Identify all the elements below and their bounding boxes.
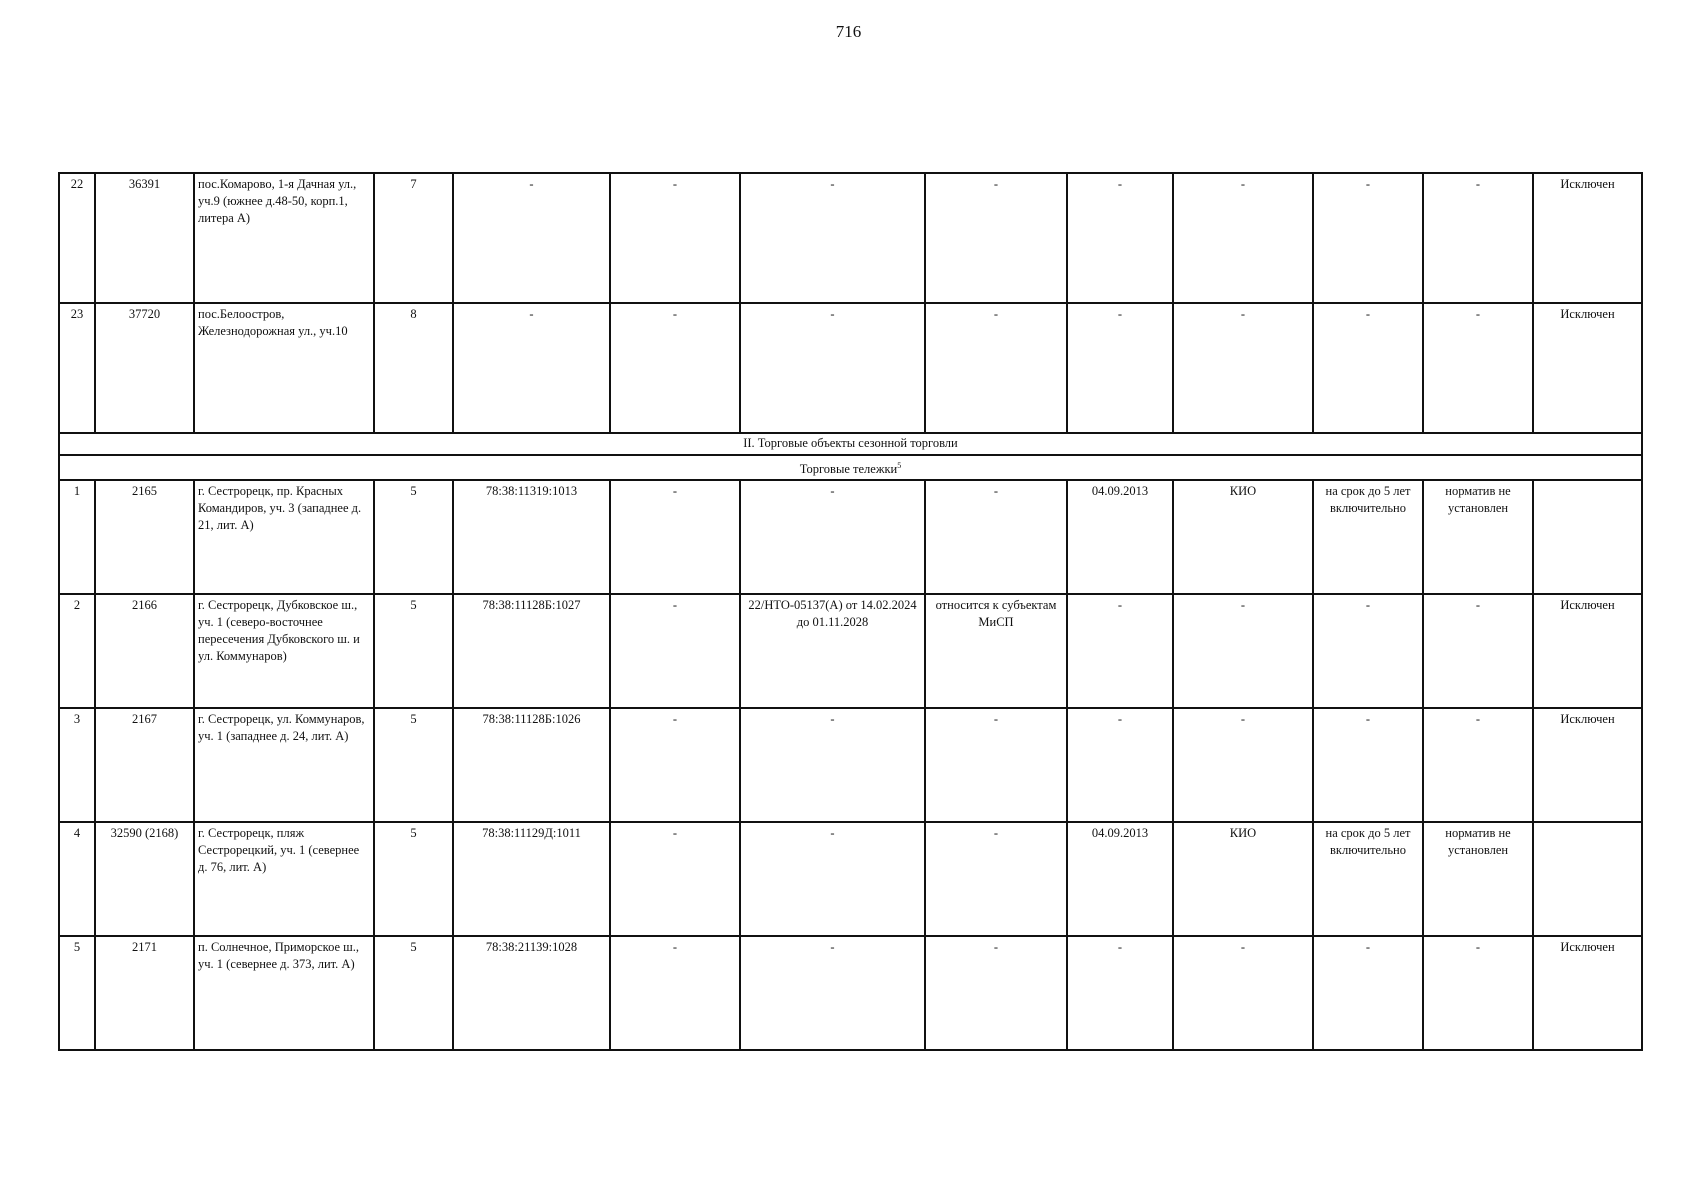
- object-address: г. Сестрорецк, пляж Сестрорецкий, уч. 1 (севернее д. 76, лит. А): [194, 822, 374, 936]
- row-number: 1: [59, 480, 95, 594]
- organization: КИО: [1173, 480, 1313, 594]
- column-6-value: -: [610, 480, 740, 594]
- term: -: [1313, 936, 1423, 1050]
- msp-info: -: [925, 822, 1067, 936]
- object-address: пос.Белоостров, Железнодорожная ул., уч.10: [194, 303, 374, 433]
- object-address: г. Сестрорецк, пр. Красных Командиров, уч. 3 (западнее д. 21, лит. А): [194, 480, 374, 594]
- cadastral-number: -: [453, 303, 610, 433]
- table-row: [59, 173, 1642, 303]
- object-address: г. Сестрорецк, Дубковское ш., уч. 1 (северо-восточнее пересечения Дубковского ш. и ул. Коммунаров): [194, 594, 374, 708]
- object-id: 32590 (2168): [95, 822, 194, 936]
- object-id: 36391: [95, 173, 194, 303]
- table-row: [59, 822, 1642, 936]
- norm: -: [1423, 708, 1533, 822]
- table-row: [59, 708, 1642, 822]
- msp-info: -: [925, 708, 1067, 822]
- contract-info: -: [740, 936, 925, 1050]
- cadastral-number: 78:38:21139:1028: [453, 936, 610, 1050]
- term: -: [1313, 708, 1423, 822]
- column-6-value: -: [610, 173, 740, 303]
- term: -: [1313, 594, 1423, 708]
- decision-date: -: [1067, 173, 1173, 303]
- cadastral-number: 78:38:11128Б:1026: [453, 708, 610, 822]
- row-number: 2: [59, 594, 95, 708]
- row-number: 5: [59, 936, 95, 1050]
- organization: -: [1173, 173, 1313, 303]
- norm: -: [1423, 936, 1533, 1050]
- object-id: 2167: [95, 708, 194, 822]
- status: Исключен: [1533, 708, 1642, 822]
- norm: -: [1423, 594, 1533, 708]
- organization: -: [1173, 303, 1313, 433]
- norm: -: [1423, 173, 1533, 303]
- organization: -: [1173, 594, 1313, 708]
- page-number: 716: [835, 22, 862, 41]
- subsection-cell: [59, 455, 1642, 480]
- row-number: 22: [59, 173, 95, 303]
- norm: норматив не установлен: [1423, 480, 1533, 594]
- organization: КИО: [1173, 822, 1313, 936]
- organization: -: [1173, 936, 1313, 1050]
- decision-date: -: [1067, 303, 1173, 433]
- table-row: [59, 594, 1642, 708]
- cadastral-number: -: [453, 173, 610, 303]
- term: на срок до 5 лет включительно: [1313, 480, 1423, 594]
- status: [1533, 480, 1642, 594]
- column-4-value: 5: [374, 594, 453, 708]
- status: [1533, 822, 1642, 936]
- term: -: [1313, 173, 1423, 303]
- cadastral-number: 78:38:11128Б:1027: [453, 594, 610, 708]
- table-row: [59, 303, 1642, 433]
- table-row: [59, 936, 1642, 1050]
- status: Исключен: [1533, 303, 1642, 433]
- organization: -: [1173, 708, 1313, 822]
- table-row: [59, 480, 1642, 594]
- object-id: 2171: [95, 936, 194, 1050]
- norm: -: [1423, 303, 1533, 433]
- column-4-value: 7: [374, 173, 453, 303]
- cadastral-number: 78:38:11319:1013: [453, 480, 610, 594]
- column-6-value: -: [610, 594, 740, 708]
- registry-table: [58, 172, 1643, 1051]
- object-id: 37720: [95, 303, 194, 433]
- section-header-row: [59, 433, 1642, 455]
- msp-info: -: [925, 173, 1067, 303]
- column-6-value: -: [610, 936, 740, 1050]
- object-address: п. Солнечное, Приморское ш., уч. 1 (севернее д. 373, лит. А): [194, 936, 374, 1050]
- row-number: 3: [59, 708, 95, 822]
- column-4-value: 5: [374, 708, 453, 822]
- column-6-value: -: [610, 303, 740, 433]
- term: на срок до 5 лет включительно: [1313, 822, 1423, 936]
- decision-date: 04.09.2013: [1067, 822, 1173, 936]
- footnote-marker: 5: [897, 461, 902, 470]
- column-6-value: -: [610, 822, 740, 936]
- object-address: пос.Комарово, 1-я Дачная ул., уч.9 (южнее д.48-50, корп.1, литера А): [194, 173, 374, 303]
- contract-info: 22/НТО-05137(А) от 14.02.2024 до 01.11.2028: [740, 594, 925, 708]
- msp-info: -: [925, 480, 1067, 594]
- status: Исключен: [1533, 594, 1642, 708]
- column-4-value: 5: [374, 936, 453, 1050]
- subsection-title: Торговые тележки: [799, 462, 898, 477]
- column-4-value: 5: [374, 822, 453, 936]
- object-id: 2166: [95, 594, 194, 708]
- decision-date: -: [1067, 594, 1173, 708]
- column-4-value: 8: [374, 303, 453, 433]
- term: -: [1313, 303, 1423, 433]
- decision-date: 04.09.2013: [1067, 480, 1173, 594]
- contract-info: -: [740, 822, 925, 936]
- cadastral-number: 78:38:11129Д:1011: [453, 822, 610, 936]
- status: Исключен: [1533, 936, 1642, 1050]
- column-6-value: -: [610, 708, 740, 822]
- row-number: 4: [59, 822, 95, 936]
- status: Исключен: [1533, 173, 1642, 303]
- column-4-value: 5: [374, 480, 453, 594]
- subsection-header-row: [59, 455, 1642, 480]
- norm: норматив не установлен: [1423, 822, 1533, 936]
- object-id: 2165: [95, 480, 194, 594]
- msp-info: -: [925, 303, 1067, 433]
- decision-date: -: [1067, 708, 1173, 822]
- contract-info: -: [740, 303, 925, 433]
- row-number: 23: [59, 303, 95, 433]
- contract-info: -: [740, 480, 925, 594]
- object-address: г. Сестрорецк, ул. Коммунаров, уч. 1 (западнее д. 24, лит. А): [194, 708, 374, 822]
- contract-info: -: [740, 173, 925, 303]
- decision-date: -: [1067, 936, 1173, 1050]
- contract-info: -: [740, 708, 925, 822]
- msp-info: -: [925, 936, 1067, 1050]
- section-title: II. Торговые объекты сезонной торговли: [59, 433, 1642, 455]
- msp-info: относится к субъектам МиСП: [925, 594, 1067, 708]
